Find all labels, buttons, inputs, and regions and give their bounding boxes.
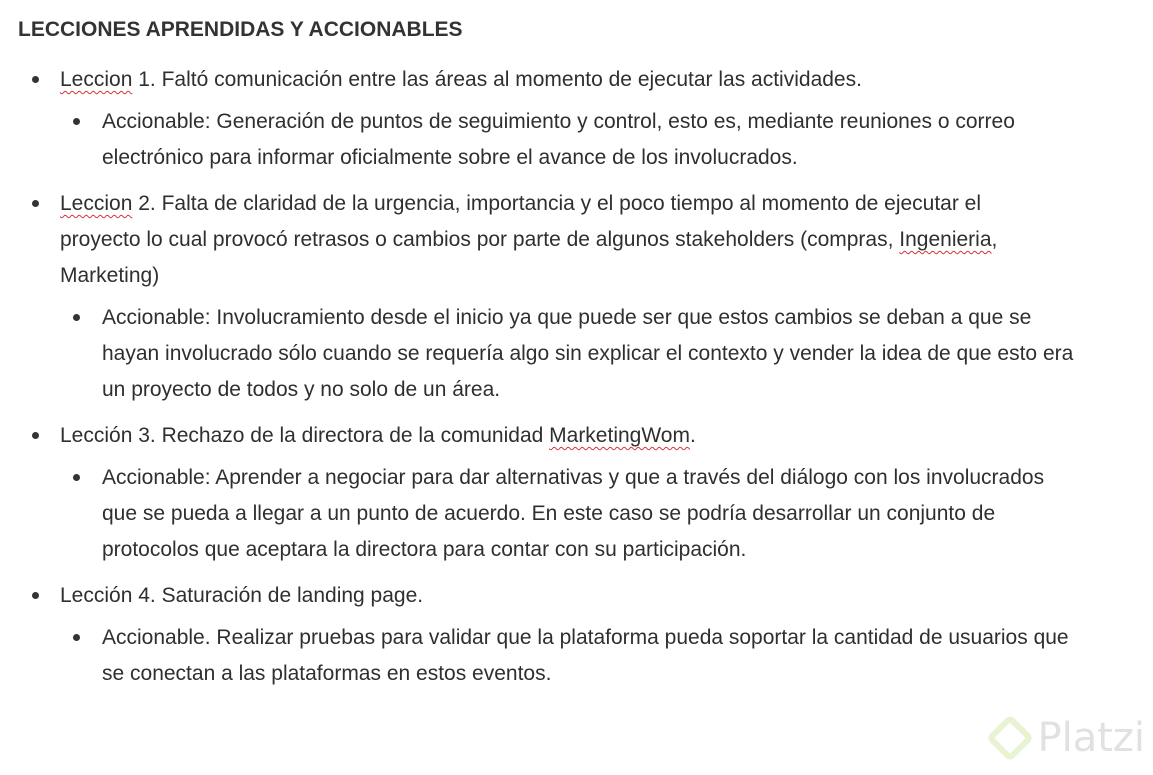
lesson-text-start: Lección 3. Rechazo de la directora de la comunidad <box>60 424 550 447</box>
section-heading: LECCIONES APRENDIDAS Y ACCIONABLES <box>18 18 463 41</box>
lesson-text-end: , Marketing) <box>60 228 998 287</box>
action-item-2 <box>0 294 1100 408</box>
spellcheck-word[interactable]: MarketingWom <box>549 424 690 447</box>
action-text: Accionable: Involucramiento desde el inicio ya que puede ser que estos cambios se deban a que se hayan involucrado sólo cuando se requería algo sin explicar el contexto y vender la idea de que esto era un proyecto de todos y no solo de un área. <box>102 306 1074 401</box>
lesson-text <box>60 186 1060 294</box>
watermark-text: Platzi <box>1037 715 1145 761</box>
action-item-1 <box>0 98 1100 176</box>
action-text: Accionable: Aprender a negociar para dar alternativas y que a través del diálogo con los involucrados que se pueda a llegar a un punto de acuerdo. En este caso se podría desarrollar un conjunto de protocolos que aceptara la directora para contar con su participación. <box>102 466 1045 561</box>
lesson-text-rest: 2. Falta de claridad de la urgencia, importancia y el poco tiempo al momento de ejecutar el proyecto lo cual provocó retrasos o cambios por parte de algunos stakeholders (compras, <box>60 192 982 251</box>
bullet-icon <box>73 118 80 125</box>
bullet-icon <box>73 314 80 321</box>
lesson-item-3 <box>0 418 1100 568</box>
lesson-text-rest: 1. Faltó comunicación entre las áreas al momento de ejecutar las actividades. <box>132 68 862 91</box>
platzi-watermark <box>993 715 1145 761</box>
action-item-4 <box>0 614 1100 692</box>
lesson-text <box>60 418 1060 454</box>
spellcheck-word[interactable]: Leccion <box>60 192 133 215</box>
action-item-3 <box>0 454 1100 568</box>
bullet-icon <box>32 76 39 83</box>
lesson-text <box>60 62 1060 98</box>
platzi-logo-icon <box>986 714 1034 762</box>
bullet-icon <box>32 592 39 599</box>
lesson-item-2 <box>0 186 1100 408</box>
lesson-item-1 <box>0 62 1100 176</box>
bullet-icon <box>73 634 80 641</box>
spellcheck-word[interactable]: Leccion <box>60 68 133 91</box>
lesson-text: Lección 4. Saturación de landing page. <box>60 584 424 607</box>
action-text: Accionable. Realizar pruebas para validar que la plataforma pueda soportar la cantidad de usuarios que se conectan a las plataformas en estos eventos. <box>102 626 1069 685</box>
bullet-icon <box>32 200 39 207</box>
lesson-item-4 <box>0 578 1100 692</box>
lessons-list <box>0 62 1100 692</box>
bullet-icon <box>73 474 80 481</box>
lesson-text-end: . <box>689 424 696 447</box>
spellcheck-word[interactable]: Ingenieria <box>899 228 992 251</box>
action-text: Accionable: Generación de puntos de seguimiento y control, esto es, mediante reuniones o correo electrónico para informar oficialmente sobre el avance de los involucrados. <box>102 110 1015 169</box>
bullet-icon <box>32 432 39 439</box>
